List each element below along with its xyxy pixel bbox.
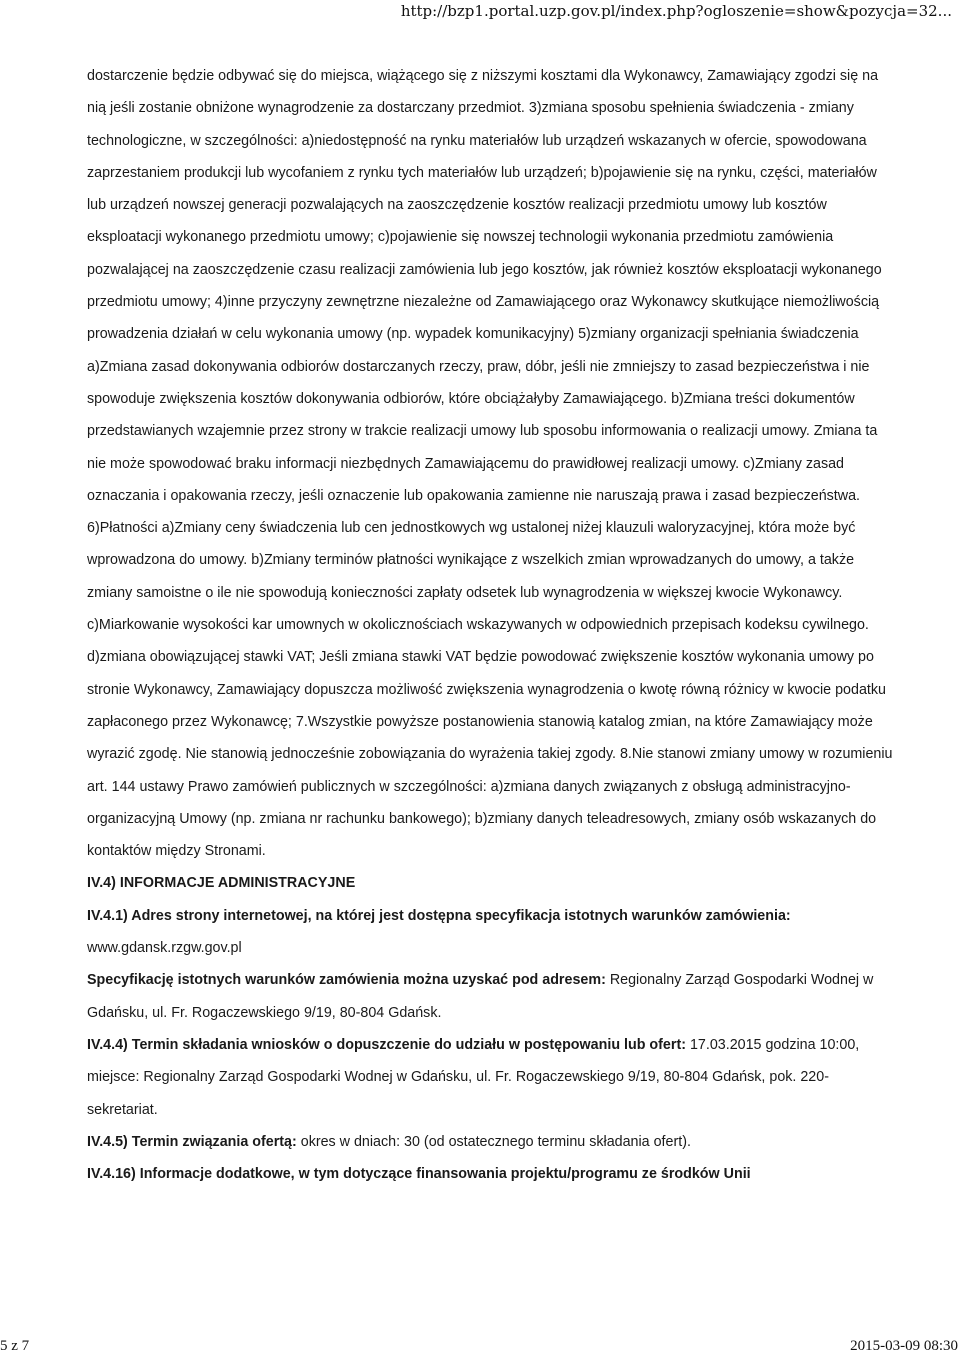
document-body <box>87 60 897 1190</box>
iv44-value: 17.03.2015 godzina 10:00, miejsce: Regionalny Zarząd Gospodarki Wodnej w Gdańsku, ul. Fr. Rogaczewskiego 9/19, 80-804 Gdańsk, pok. 220- sekretariat. <box>87 1036 860 1118</box>
iv41-value: www.gdansk.rzgw.gov.pl <box>87 940 242 957</box>
print-timestamp: 2015-03-09 08:30 <box>850 1338 958 1354</box>
siwz-block <box>87 964 897 1029</box>
siwz-label: Specyfikację istotnych warunków zamówienia można uzyskać pod adresem: <box>87 972 606 989</box>
iv45-label: IV.4.5) Termin związania ofertą: <box>87 1133 297 1150</box>
iv44-label: IV.4.4) Termin składania wniosków o dopuszczenie do udziału w postępowaniu lub ofert: <box>87 1036 686 1053</box>
iv416-heading: IV.4.16) Informacje dodatkowe, w tym dotyczące finansowania projektu/programu ze środków Unii <box>87 1166 751 1183</box>
page-number: 5 z 7 <box>0 1338 30 1354</box>
iv44-block <box>87 1029 897 1126</box>
siwz-value: Regionalny Zarząd Gospodarki Wodnej w Gdańsku, ul. Fr. Rogaczewskiego 9/19, 80-804 Gdańsk. <box>87 972 874 1021</box>
iv41-block <box>87 900 897 965</box>
iv45-block <box>87 1126 897 1158</box>
iv41-label: IV.4.1) Adres strony internetowej, na której jest dostępna specyfikacja istotnych warunków zamówienia: <box>87 907 791 924</box>
iv45-value: okres w dniach: 30 (od ostatecznego terminu składania ofert). <box>300 1133 691 1150</box>
amendments-paragraph: dostarczenie będzie odbywać się do miejsca, wiążącego się z niższymi kosztami dla Wykonawcy, Zamawiający zgodzi się na nią jeśli zostanie obniżone wynagrodzenie za dostarczany przedmiot. 3)zmiana sposobu spełnienia świadczenia - zmiany technologiczne, w szczególności: a)niedostępność na rynku materiałów lub urządzeń wskazanych w ofercie, spowodowana zaprzestaniem produkcji lub wycofaniem z rynku tych materiałów lub urządzeń; b)pojawienie się na rynku, części, materiałów lub urządzeń nowszej generacji pozwalających na zaoszczędzenie kosztów realizacji przedmiotu umowy lub kosztów eksploatacji wykonanego przedmiotu umowy; c)pojawienie się nowszej technologii wykonania przedmiotu zamówienia pozwalającej na zaoszczędzenie czasu realizacji zamówienia lub jego kosztów, jak również kosztów eksploatacji wykonanego przedmiotu umowy; 4)inne przyczyny zewnętrzne niezależne od Zamawiającego oraz Wykonawcy skutkujące niemożliwością prowadzenia działań w celu wykonania umowy (np. wypadek komunikacyjny) 5)zmiany organizacji spełniania świadczenia a)Zmiana zasad dokonywania odbiorów dostarczanych rzeczy, praw, dóbr, jeśli nie zmniejszy to zasad bezpieczeństwa i nie spowoduje zwiększenia kosztów dokonywania odbiorów, które obciążałyby Zamawiającego. b)Zmiana treści dokumentów przedstawianych wzajemnie przez strony w trakcie realizacji umowy lub sposobu informowania o realizacji umowy. Zmiana ta nie może spowodować braku informacji niezbędnych Zamawiającemu do prawidłowej realizacji umowy. c)Zmiany zasad oznaczania i opakowania rzeczy, jeśli oznaczenie lub opakowania zamienne nie naruszają prawa i zasad bezpieczeństwa. 6)Płatności a)Zmiany ceny świadczenia lub cen jednostkowych wg ustalonej niżej klauzuli waloryzacyjnej, która może być wprowadzona do umowy. b)Zmiany terminów płatności wynikające z wszelkich zmian wprowadzanych do umowy, a także zmiany samoistne o ile nie spowodują konieczności zapłaty odsetek lub wynagrodzenia w większej kwocie Wykonawcy. c)Miarkowanie wysokości kar umownych w okolicznościach wskazywanych w odpowiednich przepisach kodeksu cywilnego. d)zmiana obowiązującej stawki VAT; Jeśli zmiana stawki VAT będzie powodować zwiększenie kosztów wykonania umowy po stronie Wykonawcy, Zamawiający dopuszcza możliwość zwiększenia wynagrodzenia o kwotę równą różnicy w kwocie podatku zapłaconego przez Wykonawcę; 7.Wszystkie powyższe postanowienia stanowią katalog zmian, na które Zamawiający może wyrazić zgodę. Nie stanowią jednocześnie zobowiązania do wyrażenia takiej zgody. 8.Nie stanowi zmiany umowy w rozumieniu art. 144 ustawy Prawo zamówień publicznych w szczególności: a)zmiana danych związanych z obsługą administracyjno-organizacyjną Umowy (np. zmiana nr rachunku bankowego); b)zmiany danych teleadresowych, zmiany osób wskazanych do kontaktów między Stronami. <box>87 68 893 860</box>
print-header-url: http://bzp1.portal.uzp.gov.pl/index.php?ogloszenie=show&pozycja=32... <box>400 2 952 20</box>
section-iv4-heading: IV.4) INFORMACJE ADMINISTRACYJNE <box>87 875 356 892</box>
